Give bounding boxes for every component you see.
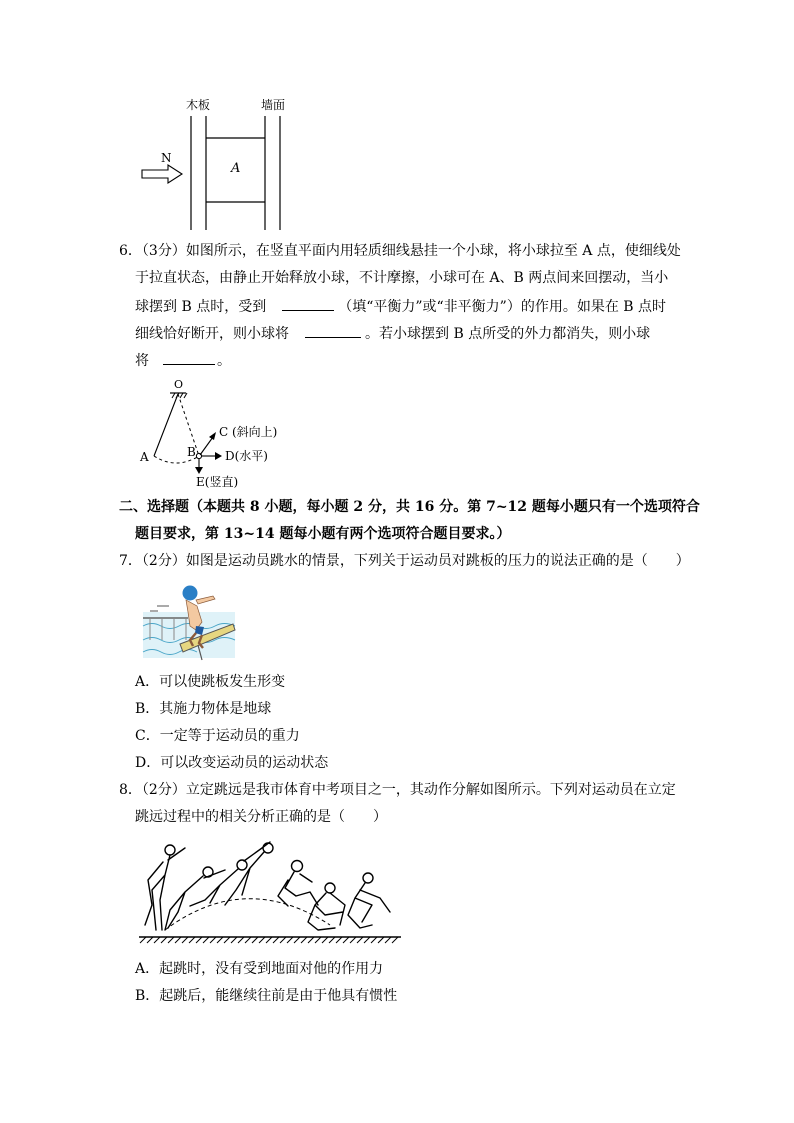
- q6-line-5-start: 将: [135, 353, 149, 369]
- label-e: E(竖直): [196, 475, 239, 489]
- q8-option-b: B．起跳后，能继续往前是由于他具有惯性: [135, 988, 398, 1004]
- section-2-line-1: 二、选择题（本题共 8 小题，每小题 2 分，共 16 分。第 7~12 题每小题只有一个选项符合: [119, 499, 700, 515]
- label-b: B: [187, 445, 196, 459]
- q7-option-c: C．一定等于运动员的重力: [135, 728, 300, 744]
- section-2-line-2: 题目要求，第 13~14 题每小题有两个选项符合题目要求。）: [135, 526, 511, 542]
- wall-label: 墙面: [261, 98, 286, 112]
- q7-option-a: A．可以使跳板发生形变: [135, 674, 286, 690]
- q6-line-2: 于拉直状态，由静止开始释放小球，不计摩擦，小球可在 A、B 两点间来回摆动，当小: [135, 270, 669, 286]
- q6-line-4-end: 。若小球摆到 B 点所受的外力都消失，则小球: [365, 326, 651, 342]
- board-label: 木板: [186, 98, 211, 112]
- q7-stem: 7．（2分）如图是运动员跳水的情景，下列关于运动员对跳板的压力的说法正确的是（ ）: [119, 553, 690, 569]
- q6-line-3-end: （填“平衡力”或“非平衡力”）的作用。如果在 B 点时: [338, 299, 667, 315]
- q8-line-2: 跳远过程中的相关分析正确的是（ ）: [135, 809, 387, 825]
- force-label: N: [161, 151, 172, 165]
- label-c: C (斜向上): [219, 425, 278, 439]
- label-a: A: [140, 450, 149, 464]
- q8-line-1: 8．（2分）立定跳远是我市体育中考项目之一，其动作分解如图所示。下列对运动员在立定: [119, 782, 676, 798]
- block-label: A: [231, 161, 241, 176]
- label-d: D(水平): [225, 449, 268, 463]
- q7-option-b: B．其施力物体是地球: [135, 701, 272, 717]
- q6-line-1: 6．（3分）如图所示，在竖直平面内用轻质细线悬挂一个小球，将小球拉至 A 点，使细线处: [119, 243, 681, 259]
- q6-line-4-start: 细线恰好断开，则小球将: [135, 326, 289, 342]
- label-o: O: [174, 378, 184, 391]
- q8-option-a: A．起跳时，没有受到地面对他的作用力: [135, 961, 384, 977]
- q6-line-3-start: 球摆到 B 点时，受到: [135, 299, 267, 315]
- q6-line-5-end: 。: [217, 353, 231, 369]
- q7-option-d: D．可以改变运动员的运动状态: [135, 755, 329, 771]
